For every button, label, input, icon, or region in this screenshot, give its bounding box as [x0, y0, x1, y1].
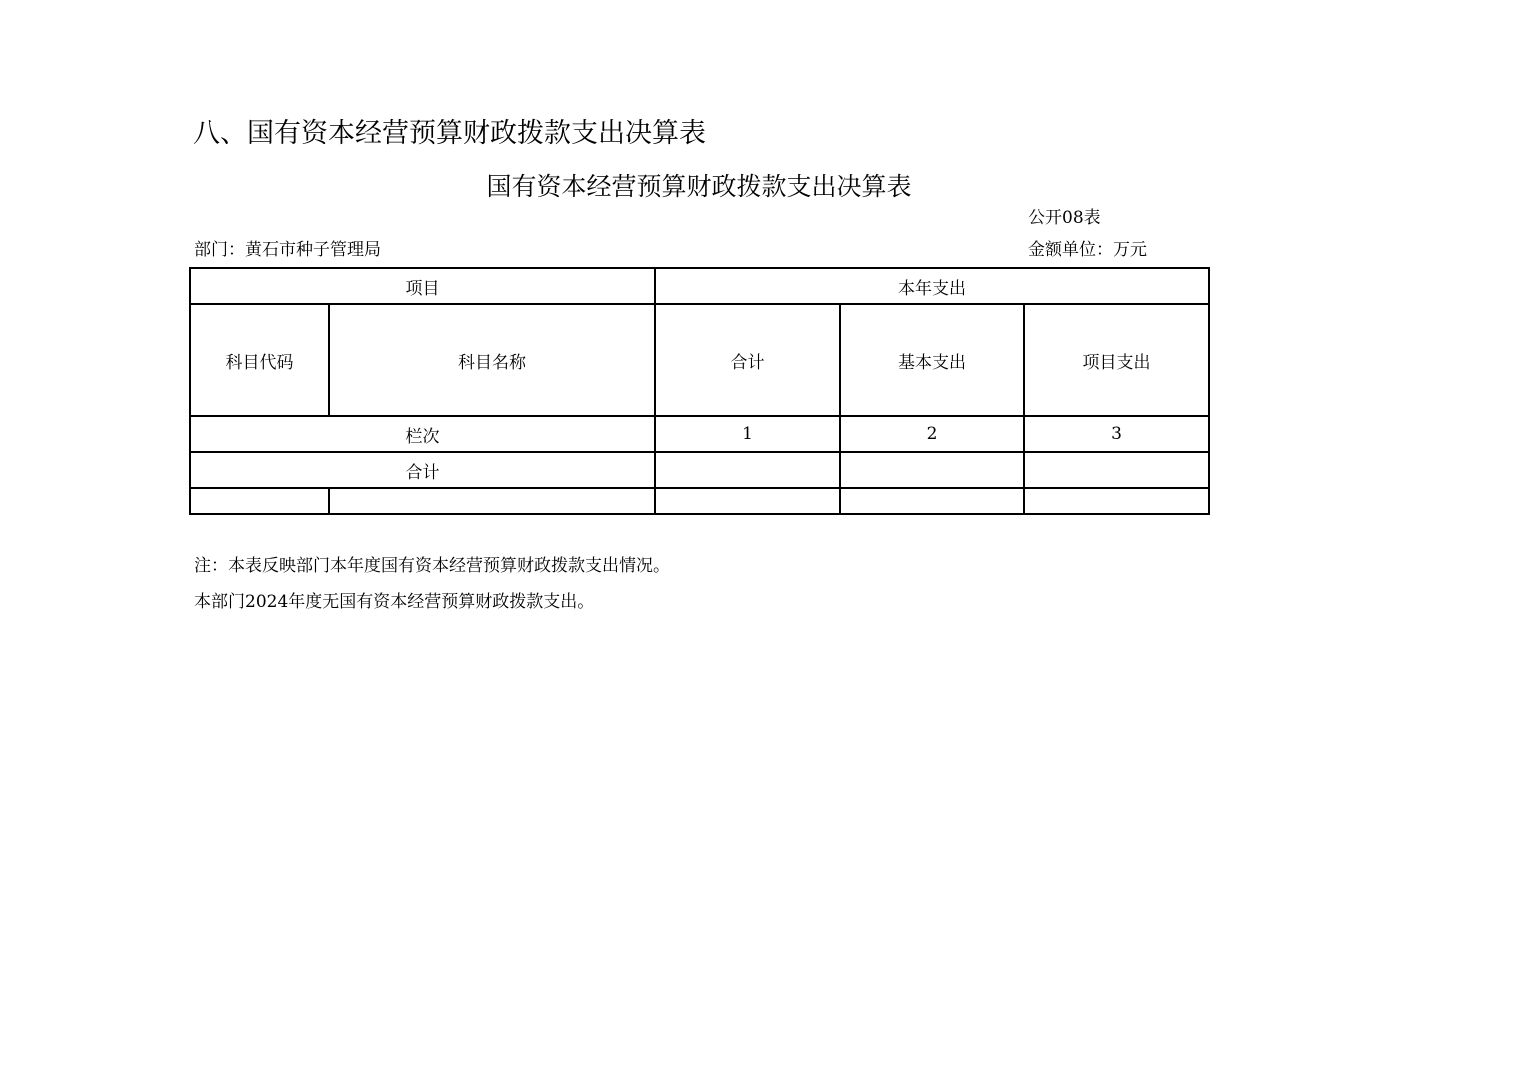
table-cell	[329, 488, 655, 514]
section-heading: 八、国有资本经营预算财政拨款支出决算表	[193, 118, 706, 149]
total-value	[655, 452, 840, 488]
column-header-name: 科目名称	[329, 304, 655, 416]
table-row	[190, 488, 1209, 514]
table-cell	[655, 488, 840, 514]
table-cell	[840, 488, 1024, 514]
column-header-code: 科目代码	[190, 304, 329, 416]
note-line: 注：本表反映部门本年度国有资本经营预算财政拨款支出情况。	[194, 556, 670, 576]
project-total-value	[1024, 452, 1209, 488]
basic-total-value	[840, 452, 1024, 488]
column-number-3: 3	[1024, 416, 1209, 452]
form-code: 公开08表	[1028, 208, 1101, 228]
column-number-row	[190, 416, 1209, 452]
header-row-1	[190, 268, 1209, 304]
table-title: 国有资本经营预算财政拨款支出决算表	[486, 172, 912, 201]
note-line: 本部门2024年度无国有资本经营预算财政拨款支出。	[194, 592, 595, 612]
table-cell	[1024, 488, 1209, 514]
header-row-2	[190, 304, 1209, 416]
expenditure-table	[189, 267, 1210, 515]
notes	[194, 548, 670, 620]
amount-unit-label: 金额单位：万元	[1028, 240, 1147, 260]
header-current-year: 本年支出	[655, 268, 1209, 304]
column-header-project: 项目支出	[1024, 304, 1209, 416]
total-row	[190, 452, 1209, 488]
total-row-label: 合计	[190, 452, 655, 488]
column-number-1: 1	[655, 416, 840, 452]
department-label: 部门：黄石市种子管理局	[194, 240, 381, 260]
table-cell	[190, 488, 329, 514]
column-header-total: 合计	[655, 304, 840, 416]
header-item: 项目	[190, 268, 655, 304]
column-number-2: 2	[840, 416, 1024, 452]
column-header-basic: 基本支出	[840, 304, 1024, 416]
column-number-label: 栏次	[190, 416, 655, 452]
